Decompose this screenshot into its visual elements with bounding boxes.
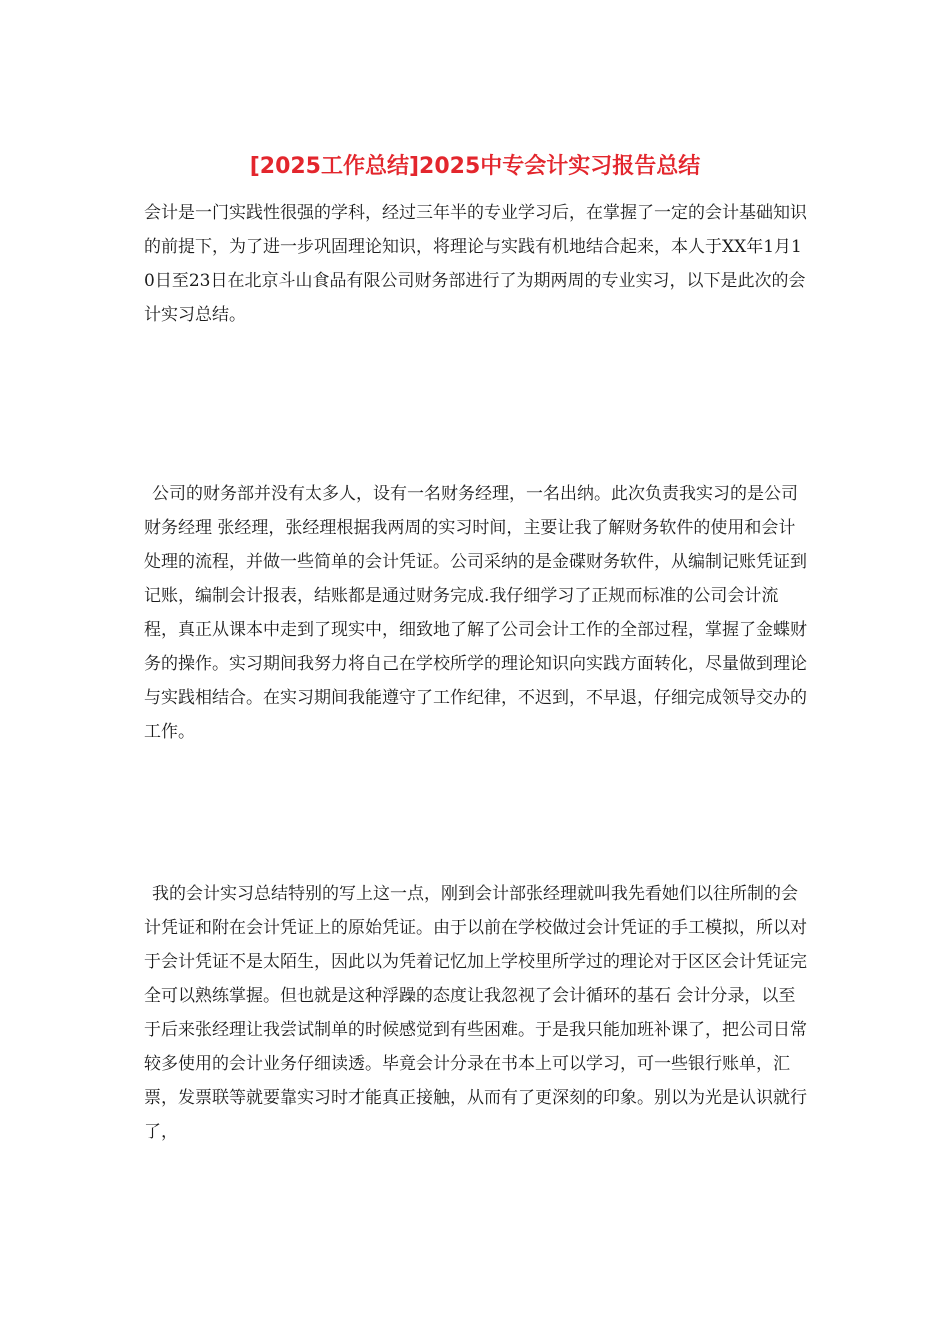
paragraph-accounting-vouchers: 我的会计实习总结特别的写上这一点，刚到会计部张经理就叫我先看她们以往所制的会计凭证和附在会计凭证上的原始凭证。由于以前在学校做过会计凭证的手工模拟，所以对于会计凭证不是太陌生，因此以为凭着记忆加上学校里所学过的理论对于区区会计凭证完全可以熟练掌握。但也就是这种浮躁的态度让我忽视了会计循环的基石 会计分录，以至于后来张经理让我尝试制单的时候感觉到有些困难。于是我只能加班补课了，把公司日常较多使用的会计业务仔细读透。毕竟会计分录在书本上可以学习，可一些银行账单，汇票，发票联等就要靠实习时才能真正接触，从而有了更深刻的印象。别以为光是认识就行了， [144,884,807,1142]
paragraph-finance-department: 公司的财务部并没有太多人，设有一名财务经理，一名出纳。此次负责我实习的是公司财务经理 张经理，张经理根据我两周的实习时间，主要让我了解财务软件的使用和会计处理的流程，并做一些简单的会计凭证。公司采纳的是金碟财务软件，从编制记账凭证到记账，编制会计报表，结账都是通过财务完成.我仔细学习了正规而标准的公司会计流程，真正从课本中走到了现实中，细致地了解了公司会计工作的全部过程，掌握了金蝶财务的操作。实习期间我努力将自己在学校所学的理论知识向实践方面转化，尽量做到理论与实践相结合。在实习期间我能遵守了工作纪律，不迟到，不早退，仔细完成领导交办的工作。 [144,484,807,742]
paragraph-intro: 会计是一门实践性很强的学科，经过三年半的专业学习后，在掌握了一定的会计基础知识的前提下，为了进一步巩固理论知识，将理论与实践有机地结合起来，本人于XX年1月10日至23日在北京斗山食品有限公司财务部进行了为期两周的专业实习，以下是此次的会计实习总结。 [144,203,807,325]
document-title: [2025工作总结]2025中专会计实习报告总结 [249,154,701,179]
